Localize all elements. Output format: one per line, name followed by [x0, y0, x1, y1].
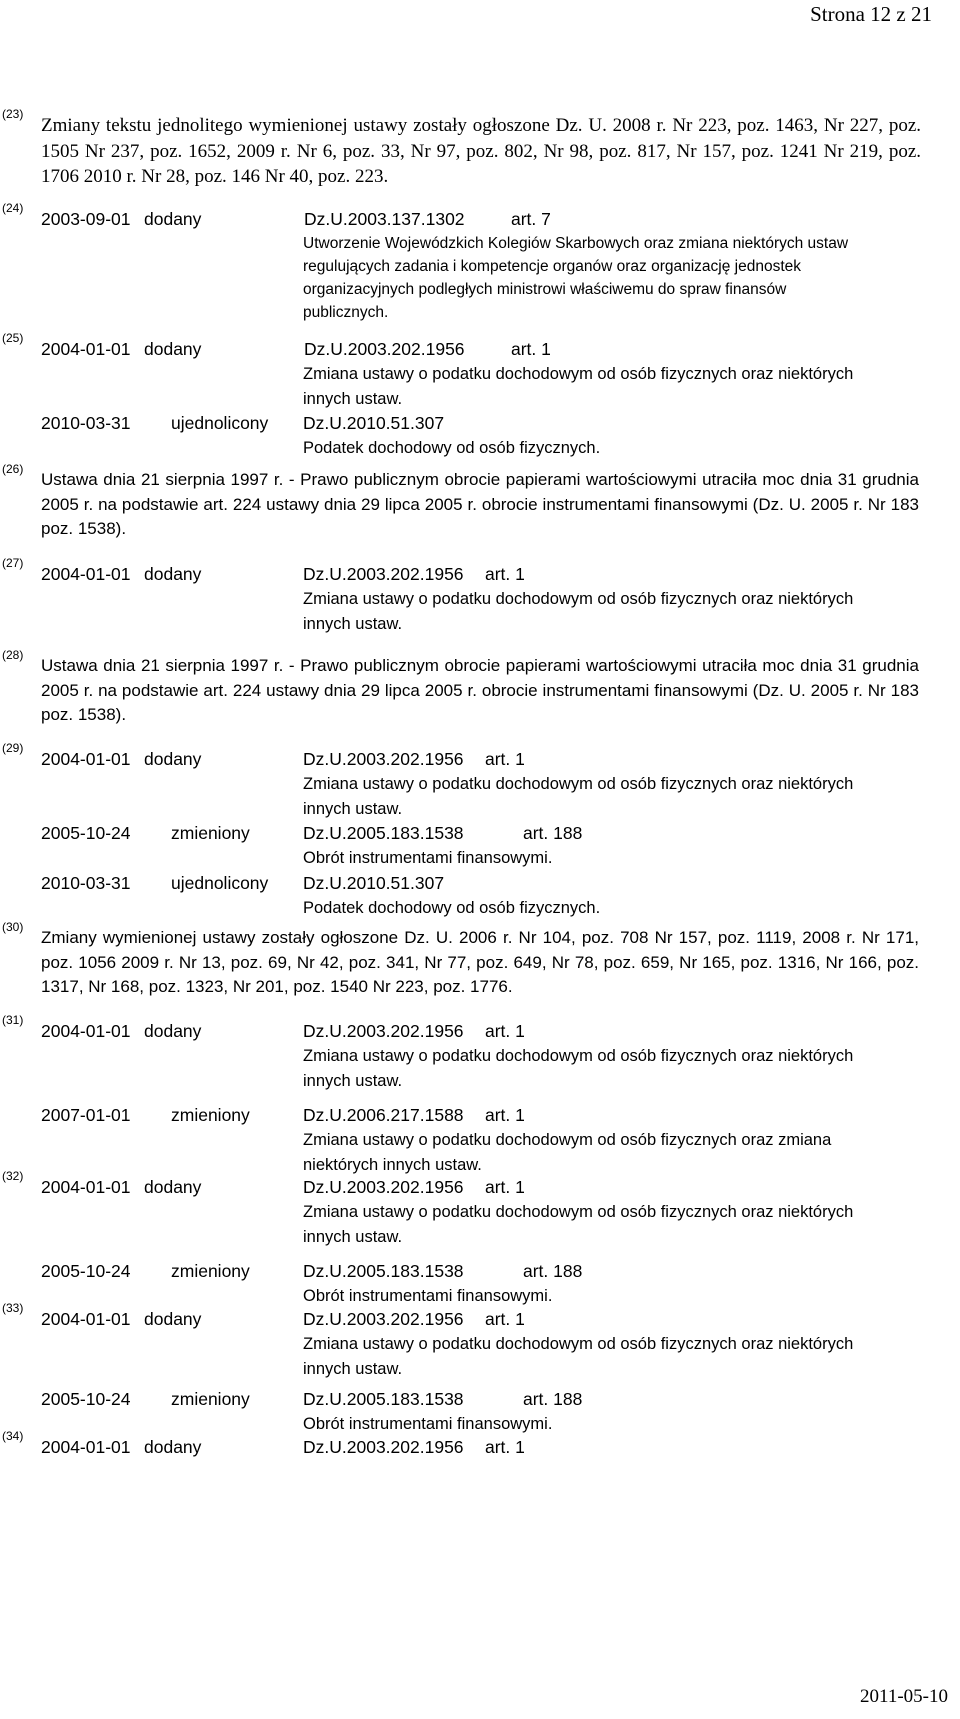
- entry-status: dodany: [144, 1021, 202, 1041]
- entry-date: 2003-09-01: [41, 209, 131, 229]
- footnote-text: Zmiany tekstu jednolitego wymienionej ustawy zostały ogłoszone Dz. U. 2008 r. Nr 223, poz. 1463, Nr 227, poz. 1505 Nr 237, poz. 1652, 2009 r. Nr 6, poz. 33, Nr 97, poz. 802, Nr 98, poz. 817, Nr 157, poz. 1241 Nr 219, poz. 1706 2010 r. Nr 28, poz. 146 Nr 40, poz. 223.: [41, 115, 921, 187]
- entry-journal-ref: Dz.U.2005.183.1538: [303, 823, 464, 843]
- entry-description: innych ustaw.: [303, 1227, 403, 1246]
- entry-description: Obrót instrumentami finansowymi.: [303, 849, 553, 867]
- entry-description: Zmiana ustawy o podatku dochodowym od osób fizycznych oraz niektórych: [303, 365, 854, 383]
- footnote-text: Ustawa dnia 21 sierpnia 1997 r. - Prawo publicznym obrocie papierami wartościowymi utraciła moc dnia 31 grudnia 2005 r. na podstawie art. 224 ustawy dnia 29 lipca 2005 r. obrocie instrumentami finansowymi (Dz. U. 2005 r. Nr 183 poz. 1538).: [41, 470, 919, 538]
- entry-description: innych ustaw.: [303, 1359, 403, 1378]
- entry-description: Zmiana ustawy o podatku dochodowym od osób fizycznych oraz zmiana: [303, 1131, 832, 1149]
- entry-status: dodany: [144, 1177, 202, 1197]
- entry-status: dodany: [144, 749, 202, 769]
- entry-date: 2004-01-01: [41, 1437, 131, 1457]
- entry-description: Zmiana ustawy o podatku dochodowym od osób fizycznych oraz niektórych: [303, 590, 854, 608]
- entry-description: Podatek dochodowy od osób fizycznych.: [303, 439, 601, 457]
- entry-status: dodany: [144, 1309, 202, 1329]
- footnote-number: (25): [2, 331, 24, 345]
- entry-description: Obrót instrumentami finansowymi.: [303, 1287, 553, 1305]
- entry-date: 2004-01-01: [41, 564, 131, 584]
- entry-description: innych ustaw.: [303, 799, 403, 818]
- entry-journal-ref: Dz.U.2003.202.1956: [303, 1309, 464, 1329]
- amendment-entry: [41, 1307, 921, 1381]
- entry-date: 2004-01-01: [41, 1021, 131, 1041]
- amendment-entry: [41, 1175, 921, 1249]
- footer-date: 2011-05-10: [860, 1686, 948, 1707]
- entry-description: Zmiana ustawy o podatku dochodowym od osób fizycznych oraz niektórych: [303, 775, 854, 793]
- entry-status: zmieniony: [171, 823, 250, 843]
- entry-article: art. 7: [511, 209, 551, 229]
- footnote-number: (26): [2, 462, 24, 476]
- entry-journal-ref: Dz.U.2003.202.1956: [303, 1021, 464, 1041]
- amendment-entry: [41, 821, 921, 871]
- entry-status: ujednolicony: [171, 413, 269, 433]
- entry-article: art. 1: [485, 1309, 525, 1329]
- entry-article: art. 1: [485, 1437, 525, 1457]
- entry-article: art. 1: [485, 749, 525, 769]
- entry-description: Obrót instrumentami finansowymi.: [303, 1415, 553, 1433]
- amendment-entry: [41, 1435, 921, 1460]
- entry-description: Utworzenie Wojewódzkich Kolegiów Skarbowych oraz zmiana niektórych ustaw regulujących zadania i kompetencje organów oraz organizację jednostek organizacyjnych podległych ministrowi właściwemu do spraw finansów publicznych.: [303, 235, 849, 321]
- entry-status: dodany: [144, 564, 202, 584]
- entry-article: art. 1: [485, 1021, 525, 1041]
- entry-journal-ref: Dz.U.2003.202.1956: [304, 339, 465, 359]
- footnote-number: (31): [2, 1013, 24, 1027]
- entry-status: zmieniony: [171, 1105, 250, 1125]
- entry-journal-ref: Dz.U.2005.183.1538: [303, 1261, 464, 1281]
- amendment-entry: [41, 871, 921, 921]
- entry-status: dodany: [144, 1437, 202, 1457]
- entry-description: innych ustaw.: [303, 389, 403, 408]
- entry-date: 2007-01-01: [41, 1105, 131, 1125]
- amendment-entry: [41, 562, 921, 636]
- entry-article: art. 1: [485, 1177, 525, 1197]
- entry-status: dodany: [144, 209, 202, 229]
- entry-description: innych ustaw.: [303, 1071, 403, 1090]
- entry-article: art. 188: [523, 1261, 583, 1281]
- entry-status: zmieniony: [171, 1261, 250, 1281]
- entry-date: 2004-01-01: [41, 1309, 131, 1329]
- entry-description: Zmiana ustawy o podatku dochodowym od osób fizycznych oraz niektórych: [303, 1335, 854, 1353]
- amendment-entry: [41, 207, 921, 324]
- entry-article: art. 188: [523, 823, 583, 843]
- entry-description: niektórych innych ustaw.: [303, 1155, 482, 1174]
- entry-journal-ref: Dz.U.2003.202.1956: [303, 749, 464, 769]
- entry-journal-ref: Dz.U.2003.202.1956: [303, 1177, 464, 1197]
- amendment-entry: [41, 747, 921, 821]
- entry-article: art. 1: [485, 1105, 525, 1125]
- amendment-entry: [41, 1103, 921, 1177]
- amendment-entry: [41, 1387, 921, 1437]
- footnote-number: (24): [2, 201, 24, 215]
- entry-journal-ref: Dz.U.2005.183.1538: [303, 1389, 464, 1409]
- footnote-number: (23): [2, 107, 24, 121]
- footnote-number: (29): [2, 741, 24, 755]
- amendment-entry: [41, 411, 921, 461]
- entry-description: Zmiana ustawy o podatku dochodowym od osób fizycznych oraz niektórych: [303, 1203, 854, 1221]
- footnote-number: (30): [2, 920, 24, 934]
- entry-journal-ref: Dz.U.2010.51.307: [303, 872, 445, 893]
- entry-journal-ref: Dz.U.2003.202.1956: [303, 1437, 464, 1457]
- entry-article: art. 1: [511, 339, 551, 359]
- footnote-number: (28): [2, 648, 24, 662]
- footnote-number: (32): [2, 1169, 24, 1183]
- entry-status: dodany: [144, 339, 202, 359]
- entry-journal-ref: Dz.U.2003.202.1956: [303, 564, 464, 584]
- entry-description: Podatek dochodowy od osób fizycznych.: [303, 898, 601, 917]
- entry-date: 2004-01-01: [41, 749, 131, 769]
- entry-status: ujednolicony: [171, 872, 269, 893]
- entry-journal-ref: Dz.U.2006.217.1588: [303, 1105, 464, 1125]
- entry-date: 2005-10-24: [41, 1261, 131, 1281]
- footnote-text: Ustawa dnia 21 sierpnia 1997 r. - Prawo publicznym obrocie papierami wartościowymi utraciła moc dnia 31 grudnia 2005 r. na podstawie art. 224 ustawy dnia 29 lipca 2005 r. obrocie instrumentami finansowymi (Dz. U. 2005 r. Nr 183 poz. 1538).: [41, 656, 919, 724]
- entry-date: 2005-10-24: [41, 823, 131, 843]
- entry-description: Zmiana ustawy o podatku dochodowym od osób fizycznych oraz niektórych: [303, 1047, 854, 1065]
- entry-date: 2004-01-01: [41, 1177, 131, 1197]
- footnote-text: Zmiany wymienionej ustawy zostały ogłoszone Dz. U. 2006 r. Nr 104, poz. 708 Nr 157, poz. 1119, 2008 r. Nr 171, poz. 1056 2009 r. Nr 13, poz. 69, Nr 42, poz. 341, Nr 77, poz. 649, Nr 78, poz. 659, Nr 165, poz. 1316, Nr 166, poz. 1317, Nr 168, poz. 1323, Nr 201, poz. 1540 Nr 223, poz. 1776.: [41, 928, 919, 996]
- entry-description: innych ustaw.: [303, 614, 403, 633]
- footnote-number: (34): [2, 1429, 24, 1443]
- page-number-header: Strona 12 z 21: [810, 2, 932, 26]
- amendment-entry: [41, 337, 921, 411]
- footnote-number: (33): [2, 1301, 24, 1315]
- amendment-entry: [41, 1019, 921, 1093]
- entry-status: zmieniony: [171, 1389, 250, 1409]
- entry-date: 2010-03-31: [41, 413, 131, 433]
- entry-date: 2005-10-24: [41, 1389, 131, 1409]
- amendment-entry: [41, 1259, 921, 1309]
- entry-article: art. 1: [485, 564, 525, 584]
- entry-date: 2004-01-01: [41, 339, 131, 359]
- entry-date: 2010-03-31: [41, 872, 131, 893]
- entry-article: art. 188: [523, 1389, 583, 1409]
- footnote-number: (27): [2, 556, 24, 570]
- entry-journal-ref: Dz.U.2003.137.1302: [304, 209, 465, 229]
- entry-journal-ref: Dz.U.2010.51.307: [303, 413, 445, 433]
